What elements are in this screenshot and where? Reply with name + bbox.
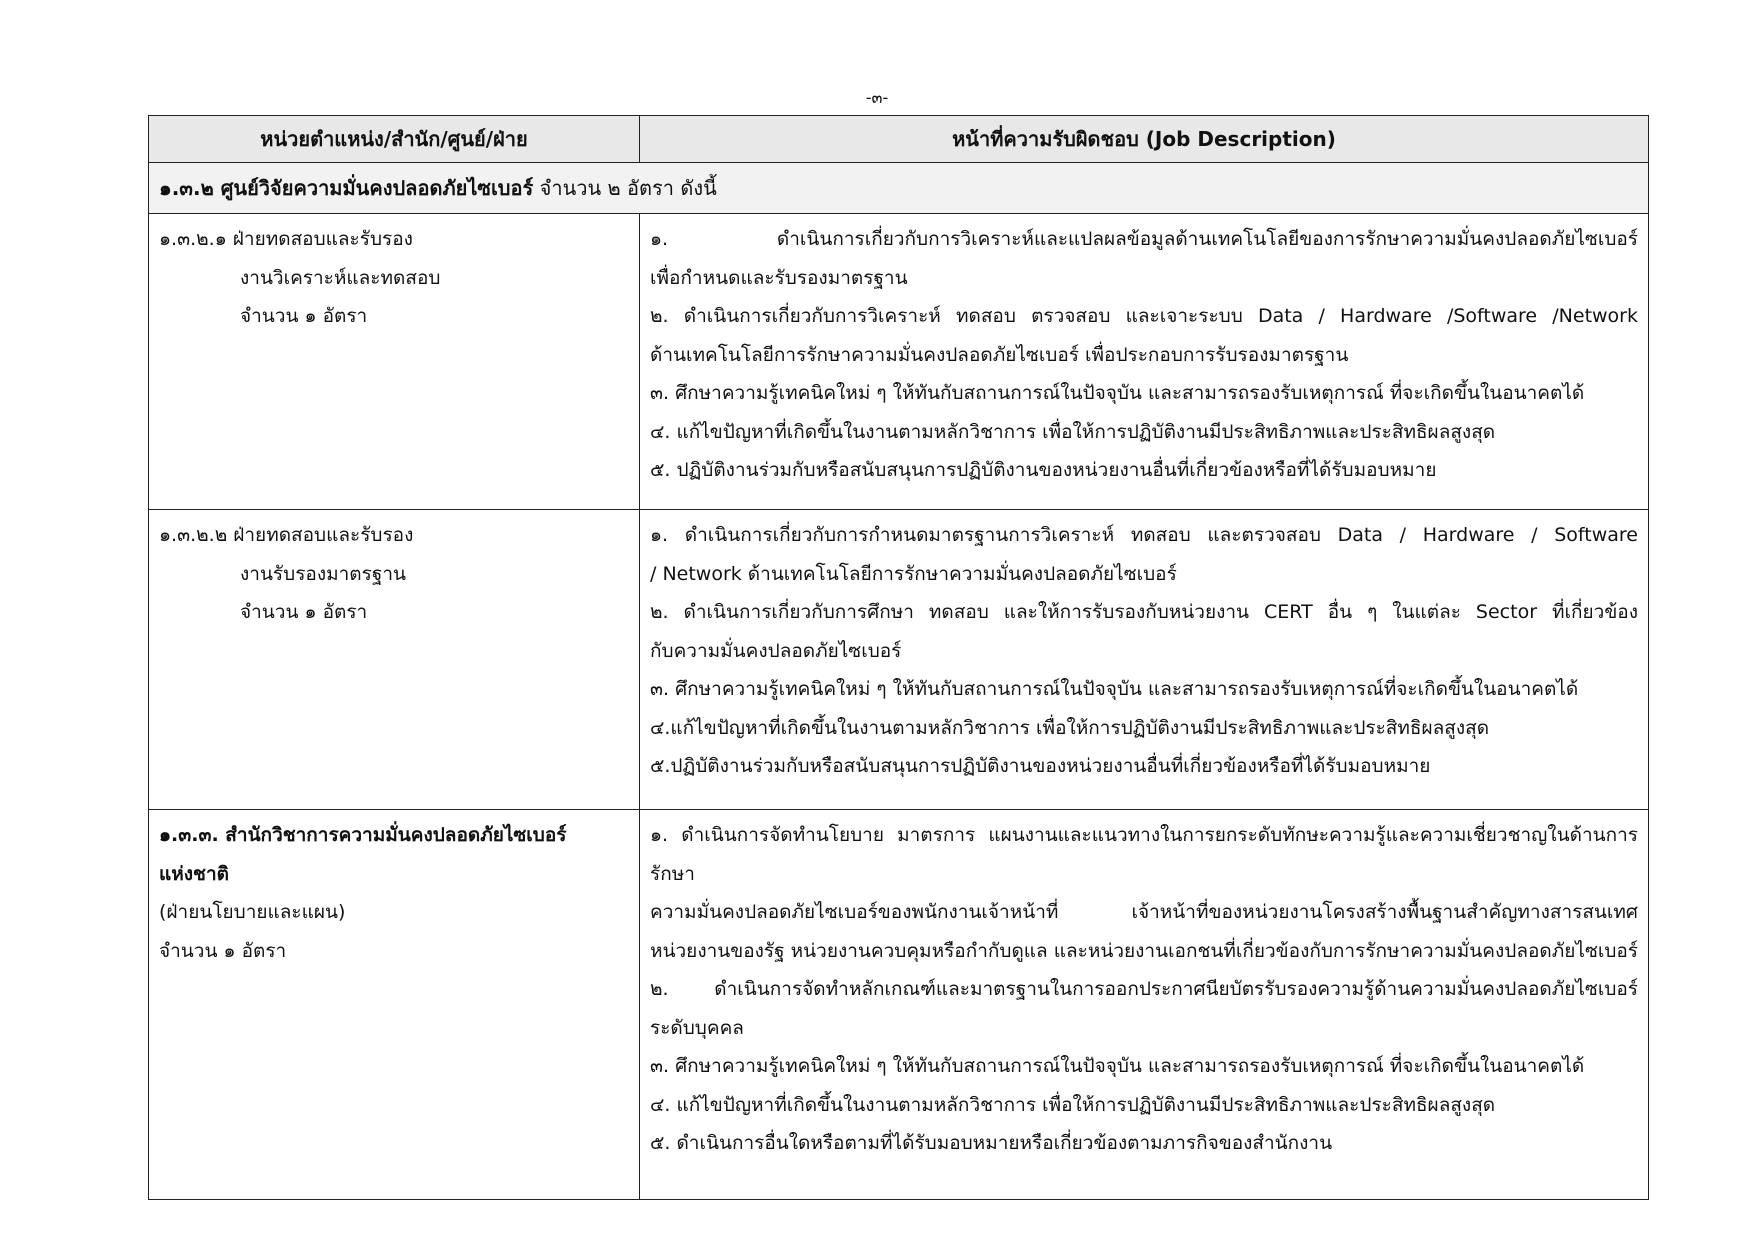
unit-title-cont: แห่งชาติ (159, 862, 229, 885)
unit-cell (149, 510, 640, 810)
desc-line: ๒. ดำเนินการเกี่ยวกับการวิเคราะห์ ทดสอบ ตรวจสอบ และเจาะระบบ Data / Hardware /Software /Network (650, 305, 1638, 327)
desc-line: ๔. แก้ไขปัญหาที่เกิดขึ้นในงานตามหลักวิชาการ เพื่อให้การปฏิบัติงานมีประสิทธิภาพและประสิทธิผลสูงสุด (650, 420, 1496, 443)
desc-line: ๑. ดำเนินการเกี่ยวกับการวิเคราะห์และแปลผลข้อมูลด้านเทคโนโลยีของการรักษาความมั่นคงปลอดภัยไซเบอร์ (650, 228, 1638, 250)
desc-line: ๓. ศึกษาความรู้เทคนิคใหม่ ๆ ให้ทันกับสถานการณ์ในปัจจุบัน และสามารถรองรับเหตุการณ์ ที่จะเกิดขึ้นในอนาคตได้ (650, 382, 1585, 404)
header-description: หน้าที่ความรับผิดชอบ (Job Description) (640, 116, 1649, 163)
desc-line: ๔. แก้ไขปัญหาที่เกิดขึ้นในงานตามหลักวิชาการ เพื่อให้การปฏิบัติงานมีประสิทธิภาพและประสิทธิผลสูงสุด (650, 1093, 1496, 1116)
table-row (149, 510, 1649, 810)
section-detail: จำนวน ๒ อัตรา ดังนี้ (539, 176, 717, 200)
desc-line: ๑. ดำเนินการจัดทำนโยบาย มาตรการ แผนงานและแนวทางในการยกระดับทักษะความรู้และความเชี่ยวชาญในด้านการรักษา (650, 824, 1638, 885)
table-row (149, 214, 1649, 510)
unit-work: งานรับรองมาตรฐาน (240, 562, 406, 585)
desc-line: ๔.แก้ไขปัญหาที่เกิดขึ้นในงานตามหลักวิชาการ เพื่อให้การปฏิบัติงานมีประสิทธิภาพและประสิทธิผลสูงสุด (650, 716, 1490, 739)
table-row (149, 810, 1649, 1200)
unit-cell (149, 214, 640, 510)
desc-line: ความมั่นคงปลอดภัยไซเบอร์ของพนักงานเจ้าหน้าที่ เจ้าหน้าที่ของหน่วยงานโครงสร้างพื้นฐานสำคัญทางสารสนเทศ (650, 901, 1638, 923)
job-description-table (148, 115, 1649, 1200)
desc-line: เพื่อกำหนดและรับรองมาตรฐาน (650, 266, 908, 289)
description-cell (640, 810, 1649, 1200)
unit-count: จำนวน ๑ อัตรา (240, 305, 368, 327)
desc-line: ๕. ดำเนินการอื่นใดหรือตามที่ได้รับมอบหมายหรือเกี่ยวข้องตามภารกิจของสำนักงาน (650, 1132, 1333, 1154)
table-header-row (149, 116, 1649, 163)
page-number: -๓- (865, 88, 889, 107)
desc-line: ๓. ศึกษาความรู้เทคนิคใหม่ ๆ ให้ทันกับสถานการณ์ในปัจจุบัน และสามารถรองรับเหตุการณ์ ที่จะเกิดขึ้นในอนาคตได้ (650, 1055, 1585, 1077)
desc-line: ๕. ปฏิบัติงานร่วมกับหรือสนับสนุนการปฏิบัติงานของหน่วยงานอื่นที่เกี่ยวข้องหรือที่ได้รับมอบหมาย (650, 459, 1437, 481)
desc-line: ด้านเทคโนโลยีการรักษาความมั่นคงปลอดภัยไซเบอร์ เพื่อประกอบการรับรองมาตรฐาน (650, 343, 1349, 366)
desc-line: ๕.ปฏิบัติงานร่วมกับหรือสนับสนุนการปฏิบัติงานของหน่วยงานอื่นที่เกี่ยวข้องหรือที่ได้รับมอบหมาย (650, 755, 1431, 777)
unit-division: (ฝ่ายนโยบายและแผน) (159, 901, 346, 923)
desc-line: ๓. ศึกษาความรู้เทคนิคใหม่ ๆ ให้ทันกับสถานการณ์ในปัจจุบัน และสามารถรองรับเหตุการณ์ที่จะเกิดขึ้นในอนาคตได้ (650, 678, 1579, 700)
desc-line: หน่วยงานของรัฐ หน่วยงานควบคุมหรือกำกับดูแล และหน่วยงานเอกชนที่เกี่ยวข้องกับการรักษาความมั่นคงปลอดภัยไซเบอร์ (650, 939, 1639, 962)
unit-cell (149, 810, 640, 1200)
header-unit: หน่วยตำแหน่ง/สำนัก/ศูนย์/ฝ่าย (149, 116, 640, 163)
section-row (149, 163, 1649, 214)
desc-line: ๒. ดำเนินการจัดทำหลักเกณฑ์และมาตรฐานในการออกประกาศนียบัตรรับรองความรู้ด้านความมั่นคงปลอดภัยไซเบอร์ (650, 978, 1638, 1000)
section-heading (149, 163, 1649, 214)
unit-title: ๑.๓.๒.๑ ฝ่ายทดสอบและรับรอง (159, 228, 413, 250)
description-cell (640, 214, 1649, 510)
unit-title: ๑.๓.๓. สำนักวิชาการความมั่นคงปลอดภัยไซเบอร์ (159, 824, 567, 846)
section-title: ๑.๓.๒ ศูนย์วิจัยความมั่นคงปลอดภัยไซเบอร์ (159, 176, 534, 200)
description-cell (640, 510, 1649, 810)
desc-line: ๑. ดำเนินการเกี่ยวกับการกำหนดมาตรฐานการวิเคราะห์ ทดสอบ และตรวจสอบ Data / Hardware / Software (650, 524, 1638, 546)
desc-line: ๒. ดำเนินการเกี่ยวกับการศึกษา ทดสอบ และให้การรับรองกับหน่วยงาน CERT อื่น ๆ ในแต่ละ Sector ที่เกี่ยวข้อง (650, 601, 1638, 623)
unit-count: จำนวน ๑ อัตรา (159, 939, 287, 962)
desc-line: กับความมั่นคงปลอดภัยไซเบอร์ (650, 639, 902, 662)
unit-title: ๑.๓.๒.๒ ฝ่ายทดสอบและรับรอง (159, 524, 414, 546)
unit-work: งานวิเคราะห์และทดสอบ (240, 266, 441, 289)
unit-count: จำนวน ๑ อัตรา (240, 601, 368, 623)
desc-line: ระดับบุคคล (650, 1016, 744, 1039)
desc-line: / Network ด้านเทคโนโลยีการรักษาความมั่นคงปลอดภัยไซเบอร์ (650, 562, 1177, 585)
